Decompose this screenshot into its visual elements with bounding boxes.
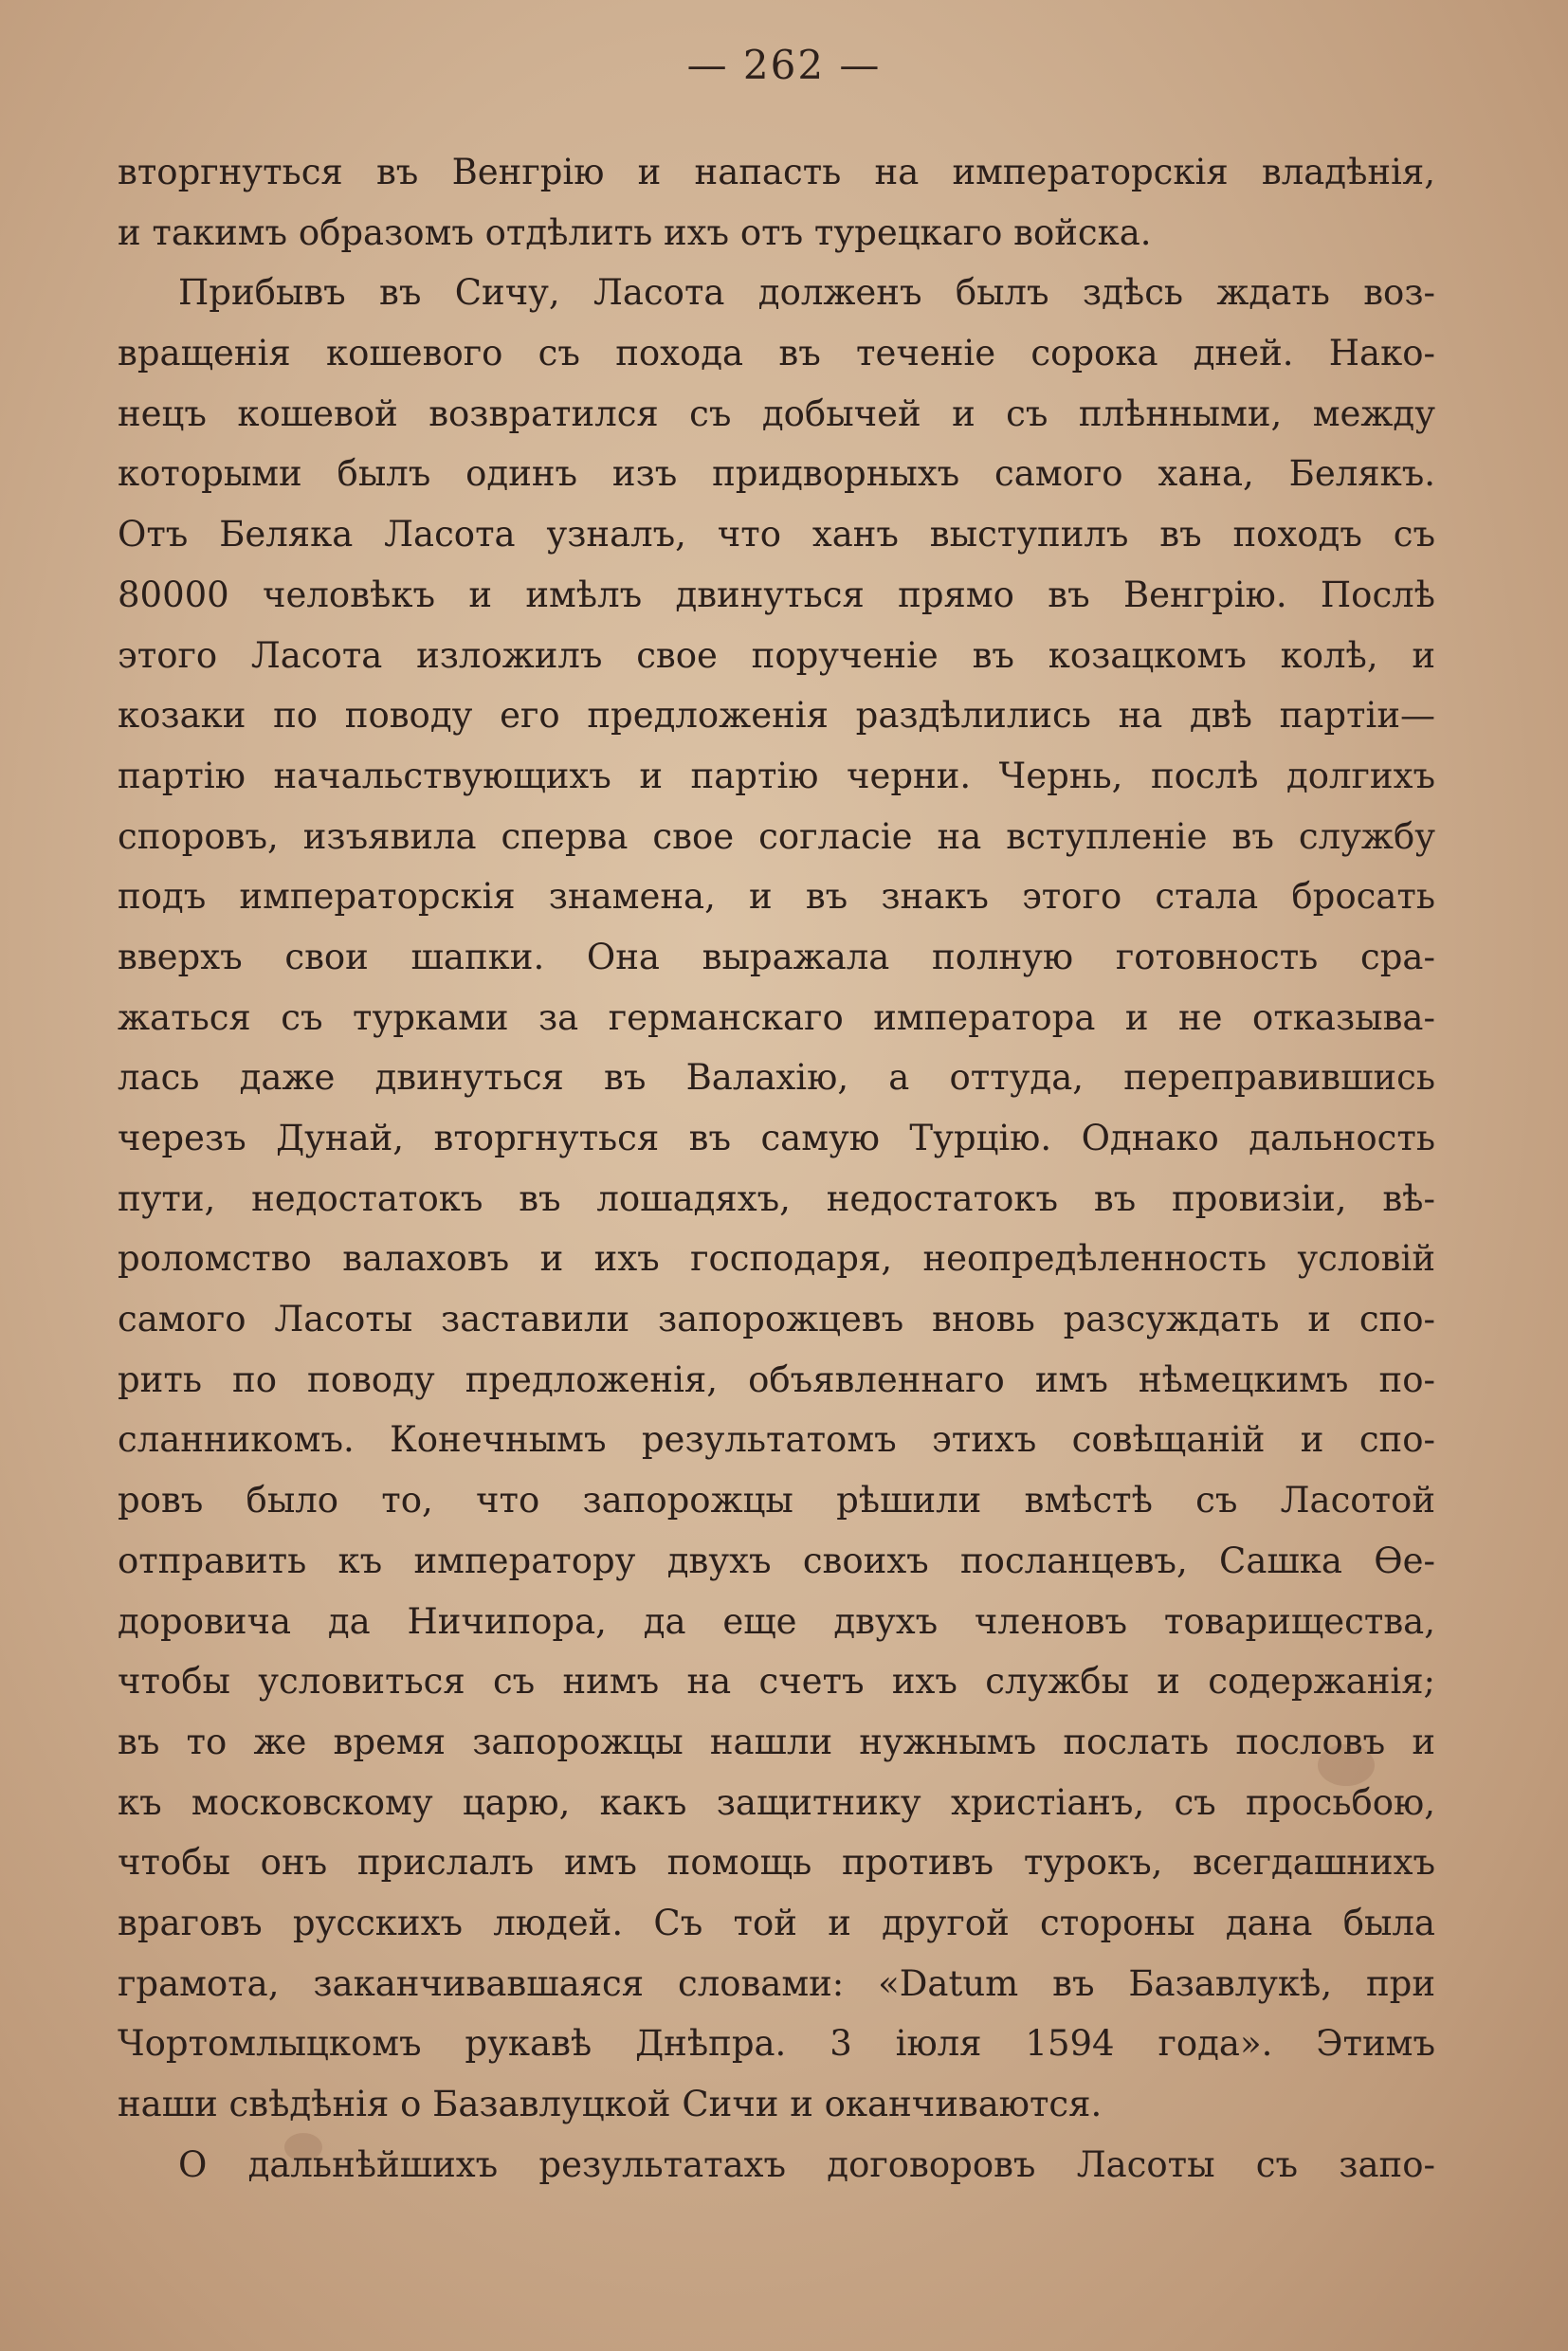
- text-line: грамота, заканчивавшаяся словами: «Datum въ Базавлукѣ, при: [118, 1962, 1435, 2004]
- text-line: Отъ Беляка Ласота узналъ, что ханъ выступилъ въ походъ съ: [118, 514, 1435, 556]
- text-line: Чортомлыцкомъ рукавѣ Днѣпра. 3 іюля 1594 года». Этимъ: [118, 2023, 1435, 2065]
- body-text: [118, 142, 1435, 2195]
- text-line: 80000 человѣкъ и имѣлъ двинуться прямо въ Венгрію. Послѣ: [118, 574, 1435, 615]
- text-line: пути, недостатокъ въ лошадяхъ, недостатокъ въ провизіи, вѣ-: [118, 1177, 1435, 1219]
- text-line: чтобы онъ прислалъ имъ помощь противъ турокъ, всегдашнихъ: [118, 1842, 1435, 1884]
- text-line: ровъ было то, что запорожцы рѣшили вмѣстѣ съ Ласотой: [118, 1480, 1435, 1522]
- text-line: въ то же время запорожцы нашли нужнымъ послать пословъ и: [118, 1721, 1435, 1762]
- text-line: рить по поводу предложенія, объявленнаго имъ нѣмецкимъ по-: [118, 1358, 1435, 1400]
- text-line: роломство валаховъ и ихъ господаря, неопредѣленность условій: [118, 1238, 1435, 1280]
- text-line: партію начальствующихъ и партію черни. Чернь, послѣ долгихъ: [118, 755, 1435, 796]
- text-line: чтобы условиться съ нимъ на счетъ ихъ службы и содержанія;: [118, 1661, 1435, 1703]
- text-line: этого Ласота изложилъ свое порученіе въ козацкомъ колѣ, и: [118, 634, 1435, 676]
- text-line: наши свѣдѣнія о Базавлуцкой Сичи и оканчиваются.: [118, 2084, 1103, 2124]
- text-line: вращенія кошевого съ похода въ теченіе сорока дней. Нако-: [118, 333, 1435, 374]
- text-line: жаться съ турками за германскаго императора и не отказыва-: [118, 996, 1435, 1038]
- text-line: вверхъ свои шапки. Она выражала полную готовность сра-: [118, 936, 1435, 977]
- text-line: козаки по поводу его предложенія раздѣлились на двѣ партіи—: [118, 695, 1435, 737]
- text-line: споровъ, изъявила сперва свое согласіе на вступленіе въ службу: [118, 815, 1435, 857]
- text-line: черезъ Дунай, вторгнуться въ самую Турцію. Однако дальность: [118, 1118, 1435, 1158]
- text-line: и такимъ образомъ отдѣлить ихъ отъ турецкаго войска.: [118, 211, 1152, 253]
- text-line: лась даже двинуться въ Валахію, а оттуда, переправившись: [118, 1057, 1435, 1099]
- text-line: вторгнуться въ Венгрію и напасть на императорскія владѣнія,: [118, 152, 1435, 192]
- text-line: доровича да Ничипора, да еще двухъ членовъ товарищества,: [118, 1600, 1435, 1642]
- page-number: — 262 —: [686, 42, 882, 88]
- text-line: которыми былъ одинъ изъ придворныхъ самого хана, Белякъ.: [118, 453, 1435, 495]
- text-line: сланникомъ. Конечнымъ результатомъ этихъ совѣщаній и спо-: [118, 1419, 1435, 1461]
- text-line: самого Ласоты заставили запорожцевъ вновь разсуждать и спо-: [118, 1299, 1435, 1340]
- text-line: подъ императорскія знамена, и въ знакъ этого стала бросать: [118, 876, 1435, 918]
- text-line: отправить къ императору двухъ своихъ посланцевъ, Сашка Ѳе-: [118, 1540, 1435, 1581]
- text-line: нецъ кошевой возвратился съ добычей и съ плѣнными, между: [118, 392, 1435, 434]
- text-line: враговъ русскихъ людей. Съ той и другой стороны дана была: [118, 1902, 1435, 1943]
- text-line: О дальнѣйшихъ результатахъ договоровъ Ласоты съ запо-: [178, 2143, 1435, 2185]
- text-line: къ московскому царю, какъ защитнику христіанъ, съ просьбою,: [118, 1781, 1435, 1823]
- text-line: Прибывъ въ Сичу, Ласота долженъ былъ здѣсь ждать воз-: [178, 272, 1435, 314]
